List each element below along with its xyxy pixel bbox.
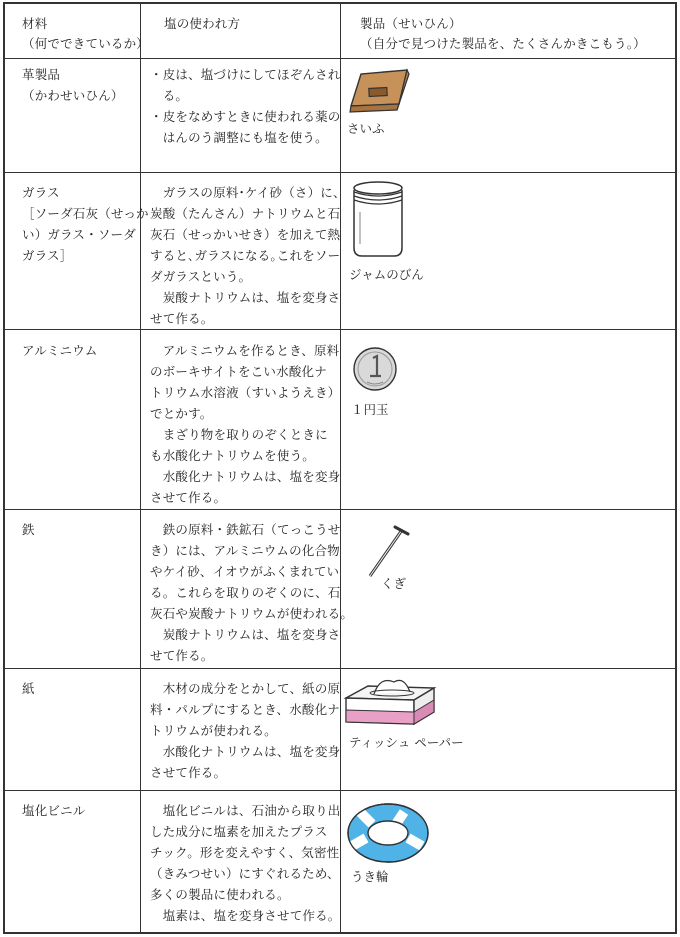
row-paper-usage: 木材の成分をとかして、紙の原 料・パルプにするとき、水酸化ナ トリウムが使われる。 水酸化ナトリウムは、塩を変身 させて作る。 (150, 681, 341, 780)
row-leather-usage: ・皮は、塩づけにしてほぞんされ る。 ・皮をなめすときに使われる薬の はんのう調整にも塩を使う。 (150, 67, 341, 145)
row-glass-product: ジャムのびん (349, 267, 424, 282)
row-divider (3, 668, 677, 669)
column-divider-1 (140, 2, 141, 934)
swim-ring-icon (346, 802, 430, 864)
row-aluminium-material: アルミニウム (22, 343, 98, 358)
row-glass-material: ガラス ［ソーダ石灰（せっか い）ガラス・ソーダ ガラス］ (22, 185, 149, 263)
row-divider (3, 509, 677, 510)
row-paper-product: ティッシュ ペーパー (349, 735, 464, 750)
tissue-box-icon (344, 674, 436, 730)
row-paper-material: 紙 (22, 681, 35, 696)
row-pvc-product: うき輪 (351, 869, 389, 884)
row-iron-product: くぎ (381, 576, 407, 591)
row-iron-material: 鉄 (22, 522, 35, 537)
jam-jar-icon (348, 178, 408, 260)
row-divider (3, 329, 677, 330)
row-leather-product: さいふ (347, 121, 385, 136)
header-material: 材料 （何でできているか） (22, 16, 150, 51)
row-pvc-usage: 塩化ビニルは、石油から取り出 した成分に塩素を加えたプラス チック。形を変えやすく、気密性 （きみつせい）にすぐれるため、 多くの製品に使われる。 塩素は、塩を変身させて作る。 (150, 803, 341, 923)
header-product: 製品（せいひん） （自分で見つけた製品を、たくさんかきこもう。） (360, 16, 646, 51)
row-aluminium-product: １円玉 (351, 402, 389, 417)
row-divider (3, 58, 677, 59)
row-leather-material: 革製品 （かわせいひん） (22, 67, 124, 103)
row-pvc-material: 塩化ビニル (22, 803, 86, 818)
row-aluminium-usage: アルミニウムを作るとき、原料 のボーキサイトをこい水酸化ナ トリウム水溶液（すいようえき） でとかす。 まざり物を取りのぞくときに も水酸化ナトリウムを使う。 水酸化ナトリウムは、塩を変身 させて作る。 (150, 343, 341, 505)
row-divider (3, 790, 677, 791)
one-yen-coin-icon (352, 346, 398, 392)
row-iron-usage: 鉄の原料・鉄鉱石（てっこうせ き）には、アルミニウムの化合物 やケイ砂、イオウがふくまれてい る。これらを取りのぞくのに、石 灰石や炭酸ナトリウムが使われる。 炭酸ナトリウムは、塩を変身さ せて作る。 (150, 522, 354, 663)
wallet-icon (347, 66, 417, 116)
header-usage: 塩の使われ方 (164, 16, 241, 31)
row-glass-usage: ガラスの原料･ケイ砂（さ）に、 炭酸（たんさん）ナトリウムと石 灰石（せっかいせき）を加えて熱 すると､ガラスになる｡これをソー ダガラスという。 炭酸ナトリウムは、塩を変身さ せて作る。 (150, 185, 346, 326)
nail-icon (362, 522, 412, 582)
row-divider (3, 172, 677, 173)
